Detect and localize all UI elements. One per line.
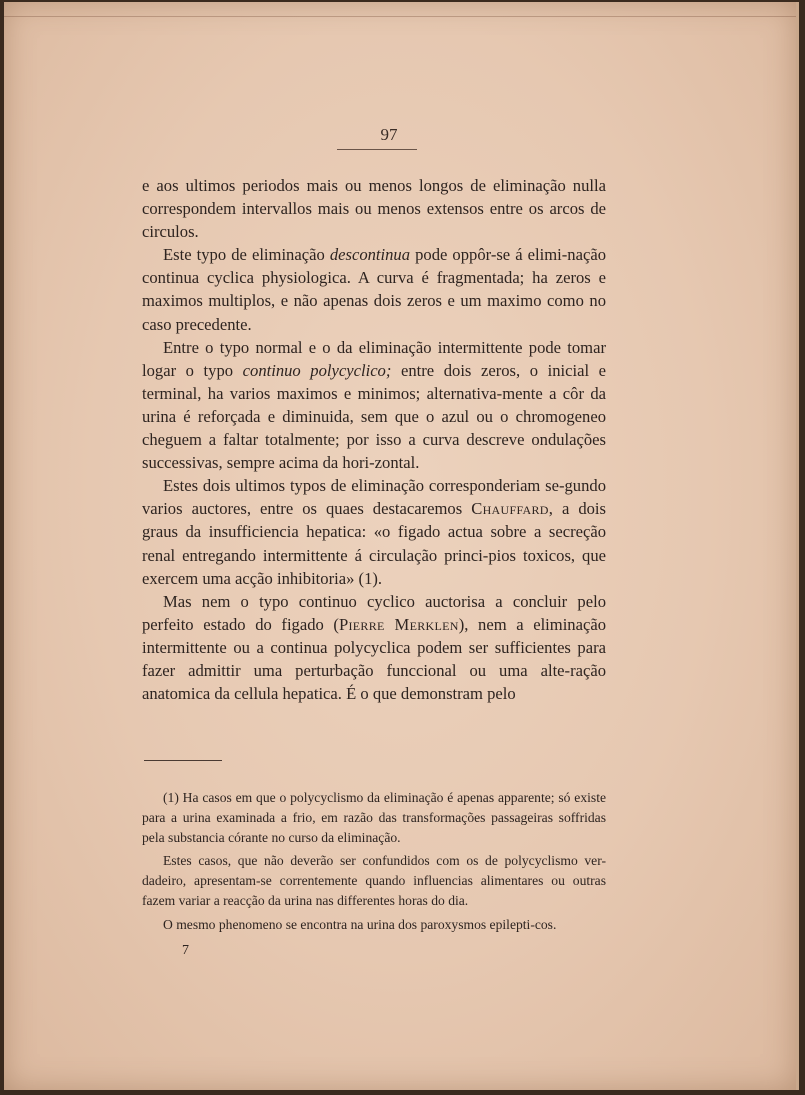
paragraph-4-text-b: , a dois graus da insufficiencia hepatica: «o figado actua sobre a secreção renal entregando intermittente á circulação princi-pios toxicos, que exercem uma acção inhibitoria» (1). [142, 499, 606, 588]
paragraph-2 [142, 243, 606, 335]
paragraph-5-text-b: ), nem a eliminação intermittente ou a continua polycyclica podem ser sufficientes para fazer admittir uma perturbação funccional ou uma alte-ração anatomica da cellula hepatica. É o que demonstram pelo [142, 614, 606, 704]
paragraph-5 [142, 590, 606, 705]
main-text [142, 174, 606, 705]
paragraph-3 [142, 336, 606, 475]
paragraph-3-italic: continuo polycyclico; [242, 360, 392, 380]
paragraph-5-text-a: Mas nem o typo continuo cyclico auctorisa a concluir pelo perfeito estado do figado ( [142, 591, 606, 634]
paragraph-4-author: Chauffard [471, 499, 549, 519]
paragraph-2-text-a: Este typo de eliminação [163, 245, 330, 265]
footnote-1: (1) Ha casos em que o polycyclismo da eliminação é apenas apparente; só existe para a urina examinada a frio, em razão das transformações passageiras soffridas pela substancia córante no curso da eliminação. [142, 790, 606, 845]
paragraph-2-text-b: pode oppôr-se á elimi-nação continua cyclica physiologica. A curva é fragmentada; ha zeros e maximos multiplos, e não apenas dois zeros e um maximo como no caso precedente. [142, 245, 606, 334]
paragraph-4 [142, 474, 606, 589]
footnote-2: Estes casos, que não deverão ser confundidos com os de polycyclismo ver-dadeiro, apresentam-se correntemente quando influencias alimentares ou outras fazem variar a reacção da urina nas differentes horas do dia. [142, 853, 606, 908]
page-number: 97 [380, 125, 398, 144]
paragraph-2-italic: descontinua [329, 245, 411, 265]
paragraph-4-text-a: Estes dois ultimos typos de eliminação corresponderiam se-gundo varios auctores, entre os quaes destacaremos [142, 476, 606, 519]
paragraph-1: e aos ultimos periodos mais ou menos longos de eliminação nulla correspondem intervallos mais ou menos extensos entre os arcos de circulos. [142, 176, 606, 242]
footnote-rule [144, 760, 222, 761]
paragraph-3-text-a: Entre o typo normal e o da eliminação intermittente pode tomar logar o typo [142, 337, 606, 380]
page-top-edge [4, 16, 796, 17]
paragraph-3-text-b: entre dois zeros, o inicial e terminal, ha varios maximos e minimos; alternativa-mente a côr da urina é reforçada e diminuida, sem que o azul ou o chromogeneo cheguem a faltar totalmente; por isso a curva descreve ondulações successivas, sempre acima da hori-zontal. [142, 360, 607, 473]
book-page [4, 2, 799, 1090]
footnote-3: O mesmo phenomeno se encontra na urina dos paroxysmos epilepti-cos. [163, 916, 557, 932]
page-number-rule [337, 149, 417, 150]
paragraph-5-author: Pierre Merklen [338, 614, 459, 634]
signature-mark: 7 [182, 943, 189, 958]
footnotes [142, 788, 606, 939]
